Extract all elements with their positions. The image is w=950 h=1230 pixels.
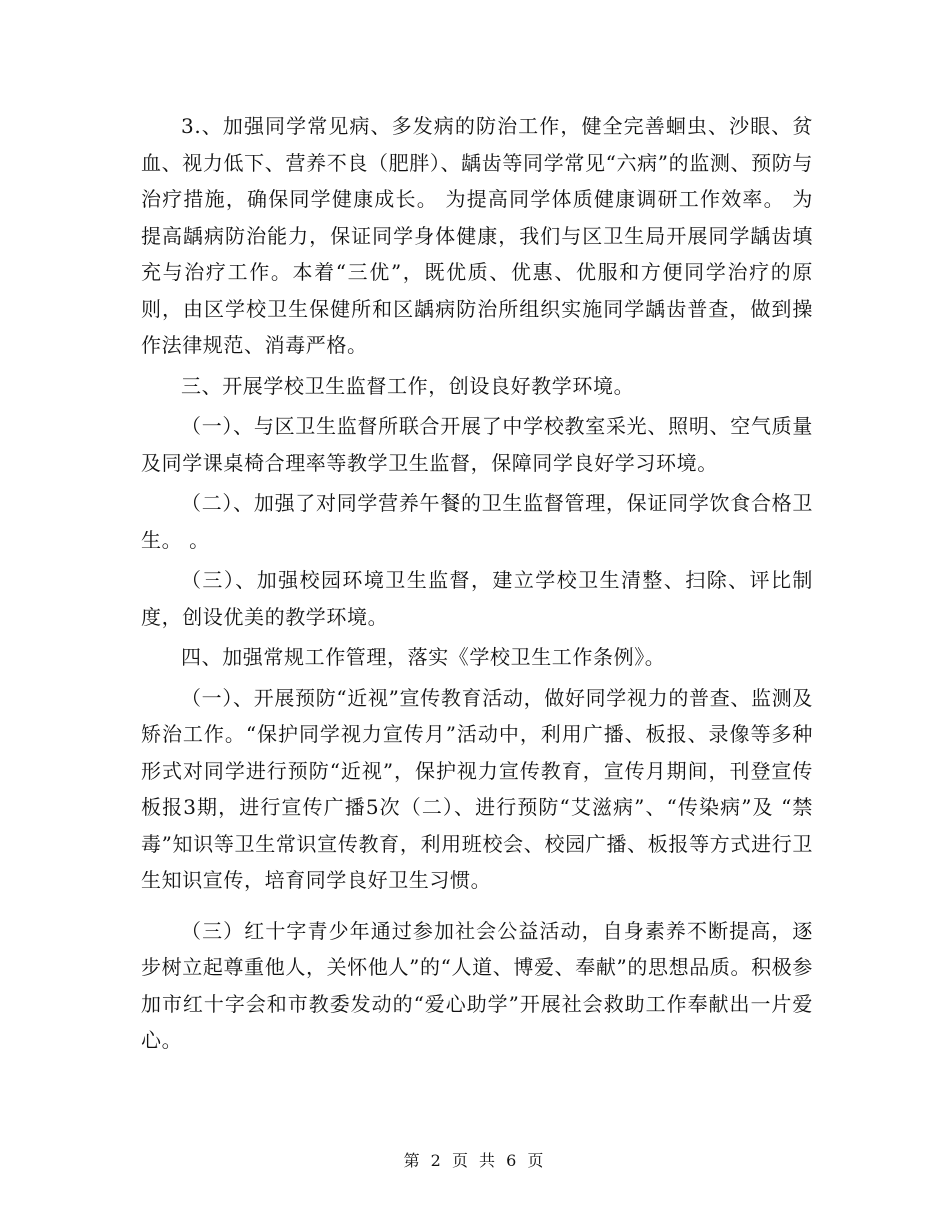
document-body [141, 108, 813, 1059]
paragraph-red-cross: （三）红十字青少年通过参加社会公益活动，自身素养不断提高，逐步树立起尊重他人，关怀他人”的“人道、博爱、奉献”的思想品质。积极参加市红十字会和市教委发动的“爱心助学”开展社会救助工作奉献出一片爱心。 [141, 918, 813, 1052]
paragraph-lunch-supervision: （二）、加强了对同学营养午餐的卫生监督管理，保证同学饮食合格卫生。 。 [141, 491, 813, 552]
heading-section-three: 三、开展学校卫生监督工作，创设良好教学环境。 [181, 373, 635, 398]
paragraph-classroom-supervision: （一）、与区卫生监督所联合开展了中学校教室采光、照明、空气质量及同学课桌椅合理率等教学卫生监督，保障同学良好学习环境。 [141, 414, 813, 475]
paragraph-disease-prevention: 3.、加强同学常见病、多发病的防治工作，健全完善蛔虫、沙眼、贫血、视力低下、营养不良（肥胖）、龋齿等同学常见“六病”的监测、预防与治疗措施，确保同学健康成长。 为提高同学体质健康调研工作效率。 为提高龋病防治能力，保证同学身体健康，我们与区卫生局开展同学龋齿填充与治疗工作。本着“三优”，既优质、优惠、优服和方便同学治疗的原则，由区学校卫生保健所和区龋病防治所组织实施同学龋齿普查，做到操作法律规范、消毒严格。 [141, 114, 813, 357]
heading-section-four: 四、加强常规工作管理，落实《学校卫生工作条例》。 [181, 645, 666, 669]
paragraph-campus-environment: （三）、加强校园环境卫生监督，建立学校卫生清整、扫除、评比制度，创设优美的教学环境。 [141, 568, 813, 629]
paragraph-myopia-prevention: （一）、开展预防“近视”宣传教育活动，做好同学视力的普查、监测及矫治工作。“保护同学视力宣传月”活动中，利用广播、板报、录像等多种形式对同学进行预防“近视”，保护视力宣传教育，宣传月期间，刊登宣传板报3期，进行宣传广播5次（二）、进行预防“艾滋病”、“传染病”及 “禁毒”知识等卫生常识宣传教育，利用班校会、校园广播、板报等方式进行卫生知识宣传，培育同学良好卫生习惯。 [141, 685, 813, 892]
page-number-footer: 第 2 页 共 6 页 [403, 1151, 547, 1170]
